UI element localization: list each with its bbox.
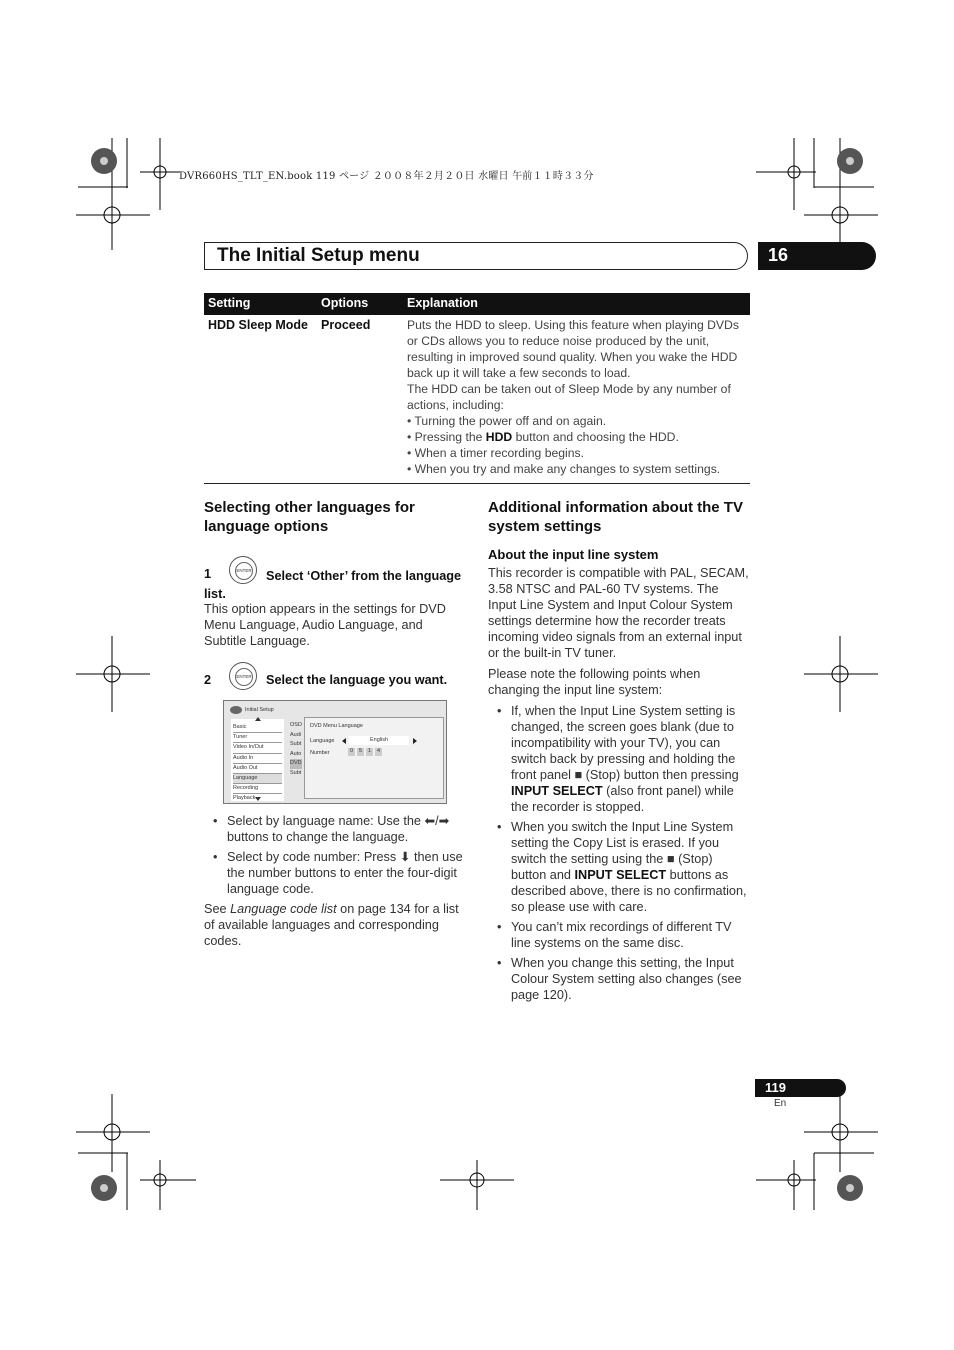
- step-1-text: Select ‘Other’ from the language list.: [204, 569, 462, 601]
- step-2-text: Select the language you want.: [266, 673, 448, 687]
- step-1-body: This option appears in the settings for DVD Menu Language, Audio Language, and Subtitle Language.: [204, 602, 446, 648]
- osd-language-label: Language: [310, 738, 335, 744]
- list-item: • When you switch the Input Line System setting the Copy List is erased. If you switch the setting using the ■ (Stop) button and INPUT SELECT buttons as described above, there is no confirmation, so please use with care.: [489, 819, 751, 915]
- osd-menu-item-selected: Language: [233, 774, 282, 784]
- osd-menu-item: Basic: [233, 723, 282, 733]
- list-item: • Select by language name: Use the ⬅/➡ buttons to change the language.: [205, 813, 467, 845]
- section-heading-tv-system: Additional information about the TV system settings: [488, 499, 743, 535]
- osd-title: Initial Setup: [245, 707, 274, 713]
- list-item: • You can’t mix recordings of different TV line systems on the same disc.: [489, 919, 751, 951]
- osd-menu-item: Playback: [233, 795, 256, 802]
- osd-menu-item: Video In/Out: [233, 743, 282, 753]
- section-heading-languages: Selecting other languages for language options: [204, 499, 415, 535]
- osd-submenu: OSD Audi Subt Auto DVD Subt: [290, 722, 302, 776]
- left-bullet-list: [205, 813, 467, 901]
- down-arrow-icon: [255, 797, 261, 801]
- osd-panel: [304, 717, 444, 799]
- left-arrow-icon: [342, 738, 346, 744]
- list-item: • Select by code number: Press ⬇ then use the number buttons to enter the four-digit language code.: [205, 849, 467, 897]
- disc-icon: [230, 706, 242, 714]
- chapter-title-bar: [204, 242, 748, 270]
- osd-screenshot: [223, 700, 447, 804]
- osd-menu-item: Tuner: [233, 733, 282, 743]
- osd-menu-item: Audio Out: [233, 764, 282, 774]
- explanation-bullet: • Turning the power off and on again.: [407, 414, 607, 428]
- stop-icon: ■: [666, 852, 675, 866]
- table-header: [204, 293, 750, 315]
- explanation-p1: Puts the HDD to sleep. Using this feature when playing DVDs or CDs allows you to reduce noise produced by the unit, resulting in improved sound quality. When you wake the HDD back up it will take a few seconds to load.: [407, 318, 739, 380]
- osd-number-label: Number: [310, 750, 330, 756]
- up-arrow-icon: [255, 717, 261, 721]
- osd-language-value: English: [349, 736, 409, 745]
- page-number: 119: [765, 1080, 786, 1095]
- print-header: DVR660HS_TLT_EN.book 119 ページ ２００８年２月２０日 水曜日 午前１１時３３分: [179, 171, 594, 182]
- subheading-input-line: About the input line system: [488, 547, 659, 562]
- header-options: Options: [321, 296, 369, 310]
- explanation-bullet: • When you try and make any changes to system settings.: [407, 462, 721, 476]
- down-arrow-icon: ⬇: [399, 850, 411, 864]
- table-bottom-rule: [204, 483, 750, 484]
- osd-menu-item: Recording: [233, 784, 282, 794]
- enter-button-icon: ENTER: [229, 662, 257, 690]
- language-code: En: [774, 1098, 787, 1109]
- see-also-text: See Language code list on page 134 for a list of available languages and corresponding codes.: [204, 902, 459, 948]
- page-number-tab: [755, 1079, 846, 1097]
- enter-button-icon: ENTER: [229, 556, 257, 584]
- setting-explanation: [407, 317, 752, 477]
- chapter-number-tab: [758, 242, 876, 270]
- explanation-p2: The HDD can be taken out of Sleep Mode by any number of actions, including:: [407, 382, 731, 412]
- osd-menu-item: Audio In: [233, 754, 282, 764]
- chapter-number: 16: [768, 245, 789, 265]
- osd-digits: 0 5 1 4: [349, 748, 381, 754]
- right-bullet-list: [489, 703, 751, 1007]
- setting-option: Proceed: [321, 318, 371, 332]
- step-2-number: 2: [204, 673, 212, 687]
- stop-icon: ■: [574, 768, 583, 782]
- list-item: • If, when the Input Line System setting is changed, the screen goes blank (due to incompatibility with your TV), you can switch back by pressing and holding the front panel ■ (Stop) button then pressing INPUT SELECT (also front panel) while the recorder is stopped.: [489, 703, 751, 815]
- header-explanation: Explanation: [407, 296, 478, 310]
- setting-name: HDD Sleep Mode: [208, 318, 309, 332]
- chapter-title: The Initial Setup menu: [217, 245, 420, 266]
- osd-panel-title: DVD Menu Language: [310, 723, 363, 729]
- explanation-bullet: • When a timer recording begins.: [407, 446, 585, 460]
- list-item: • When you change this setting, the Input Colour System setting also changes (see page 120).: [489, 955, 751, 1003]
- step-1-number: 1: [204, 567, 212, 581]
- left-right-arrows-icon: ⬅/➡: [424, 814, 450, 828]
- input-line-para-1: This recorder is compatible with PAL, SECAM, 3.58 NTSC and PAL-60 TV systems. The Input Line System and Input Colour System settings determine how the recorder treats incoming video signals from an external input or the built-in TV tuner.: [488, 566, 749, 660]
- input-line-para-2: Please note the following points when changing the input line system:: [488, 667, 701, 697]
- explanation-bullet: • Pressing the HDD button and choosing the HDD.: [407, 430, 679, 444]
- right-arrow-icon: [413, 738, 417, 744]
- osd-menu: [231, 719, 284, 801]
- header-setting: Setting: [208, 296, 251, 310]
